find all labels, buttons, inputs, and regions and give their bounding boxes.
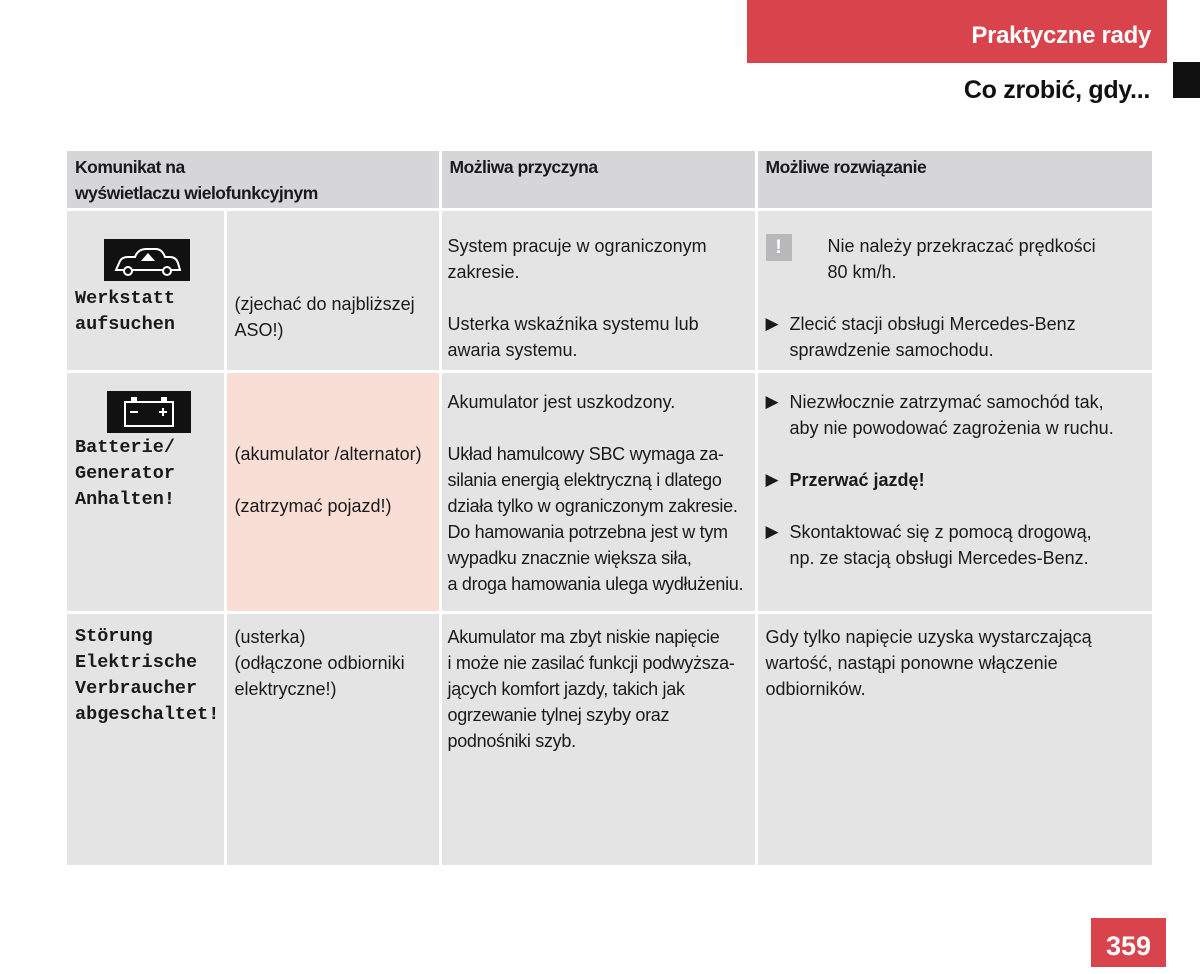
translation-cell bbox=[225, 209, 440, 371]
action-item bbox=[766, 519, 1145, 571]
display-text: Störung Elektrische Verbraucher abgeschaltet! bbox=[75, 625, 220, 725]
action-item bbox=[766, 311, 1145, 363]
cause-cell bbox=[440, 209, 756, 371]
translation-text: (usterka) (odłączone odbiorniki elektryczne!) bbox=[234, 626, 405, 699]
triangle-bullet-icon: ▶ bbox=[765, 469, 779, 489]
car-lift-warning-icon bbox=[104, 239, 190, 281]
table-row bbox=[67, 209, 1152, 371]
translation-text: (zatrzymać pojazd!) bbox=[234, 495, 392, 516]
cause-text: Układ hamulcowy SBC wymaga za- silania energią elektryczną i dlatego działa tylko w ograniczonym zakresie. Do hamowania potrzebna jest w tym wypadku znacznie większa siła, a droga hamowania ulega wydłużeniu. bbox=[447, 443, 744, 594]
header-possible-cause: Możliwa przyczyna bbox=[440, 151, 756, 209]
page-number: 359 bbox=[1091, 918, 1166, 967]
header-possible-solution: Możliwe rozwiązanie bbox=[756, 151, 1152, 209]
action-text: Przerwać jazdę! bbox=[789, 469, 925, 490]
solution-cell bbox=[756, 371, 1152, 612]
display-text: Werkstatt aufsuchen bbox=[75, 287, 175, 335]
warning-text: Nie należy przekraczać prędkości 80 km/h. bbox=[827, 235, 1096, 282]
display-cell bbox=[67, 371, 225, 612]
thumb-tab-marker bbox=[1173, 62, 1200, 98]
translation-text: (akumulator /alternator) bbox=[234, 443, 422, 464]
cause-cell bbox=[440, 612, 756, 866]
translation-cell bbox=[225, 612, 440, 866]
translation-text: (zjechać do najbliższej ASO!) bbox=[234, 293, 415, 340]
cause-text: Usterka wskaźnika systemu lub awaria systemu. bbox=[447, 313, 699, 360]
message-table bbox=[67, 151, 1152, 868]
cause-text: System pracuje w ograniczonym zakresie. bbox=[447, 235, 707, 282]
battery-icon bbox=[107, 391, 191, 433]
translation-cell bbox=[225, 371, 440, 612]
header-display-message: Komunikat na wyświetlaczu wielofunkcyjnym bbox=[67, 151, 440, 209]
triangle-bullet-icon: ▶ bbox=[765, 521, 779, 541]
display-text: Batterie/ Generator Anhalten! bbox=[75, 436, 175, 510]
warning-icon: ! bbox=[766, 234, 792, 261]
triangle-bullet-icon: ▶ bbox=[765, 391, 779, 411]
solution-cell bbox=[756, 209, 1152, 371]
cause-text: Akumulator ma zbyt niskie napięcie i może nie zasilać funkcji podwyższa- jących komfort jazdy, takich jak ogrzewanie tylnej szyby oraz podnośniki szyb. bbox=[447, 626, 735, 751]
solution-text: Gdy tylko napięcie uzyska wystarczającą wartość, nastąpi ponowne włączenie odbiorników. bbox=[765, 626, 1092, 699]
table-row bbox=[67, 371, 1152, 612]
action-item bbox=[766, 389, 1145, 441]
cause-text: Akumulator jest uszkodzony. bbox=[447, 391, 676, 412]
display-cell bbox=[67, 612, 225, 866]
warning-note bbox=[766, 233, 1145, 285]
action-text: Niezwłocznie zatrzymać samochód tak, aby nie powodować zagrożenia w ruchu. bbox=[789, 391, 1114, 438]
cause-cell bbox=[440, 371, 756, 612]
triangle-bullet-icon: ▶ bbox=[765, 313, 779, 333]
section-banner: Praktyczne rady bbox=[747, 0, 1167, 63]
solution-cell bbox=[756, 612, 1152, 866]
action-text: Zlecić stacji obsługi Mercedes-Benz sprawdzenie samochodu. bbox=[789, 313, 1076, 360]
table-row bbox=[67, 612, 1152, 866]
table-header-row bbox=[67, 151, 1152, 209]
action-item bbox=[766, 467, 1145, 493]
action-text: Skontaktować się z pomocą drogową, np. ze stacją obsługi Mercedes-Benz. bbox=[789, 521, 1092, 568]
chapter-title: Co zrobić, gdy... bbox=[963, 76, 1150, 104]
display-cell bbox=[67, 209, 225, 371]
